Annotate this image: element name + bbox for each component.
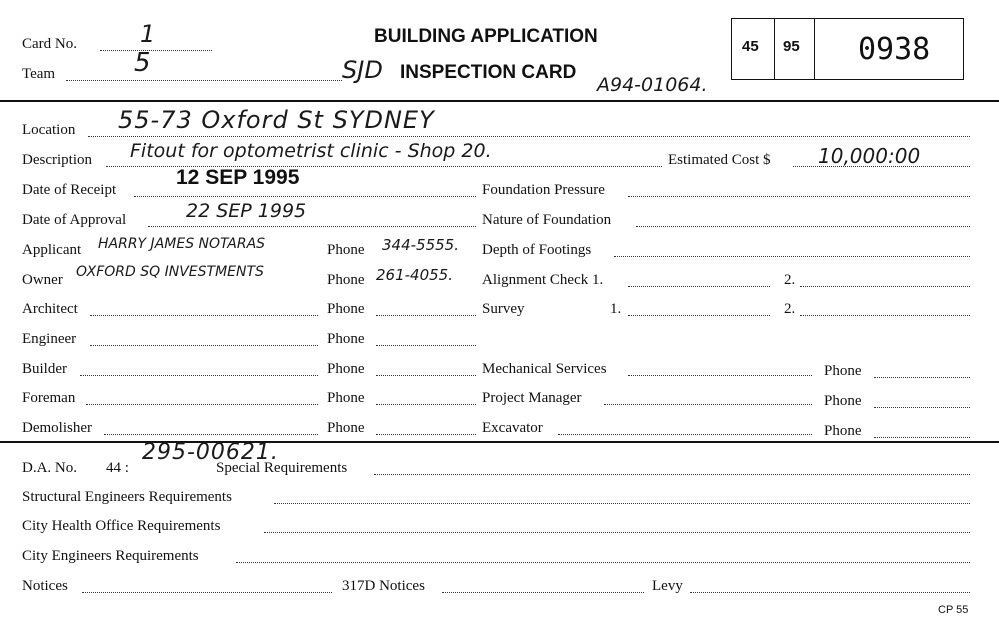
engineer-label: Engineer [22,331,77,347]
applicant-phone-label: Phone [327,242,365,258]
applicant-phone-value: 344-5555. [382,236,459,254]
project-manager-phone-label: Phone [824,393,862,409]
date-receipt-stamp: 12 SEP 1995 [176,166,300,189]
foreman-label: Foreman [22,390,76,406]
architect-line [90,315,318,316]
application-reference: A94-01064. [597,74,708,96]
location-value: 55-73 Oxford St SYDNEY [118,106,435,134]
nature-foundation-label: Nature of Foundation [482,212,612,228]
card-no-line [100,50,212,51]
date-approval-line [148,226,476,227]
structural-requirements-line [274,503,970,504]
box-cell-1: 45 [742,38,759,55]
card-no-value: 1 [140,20,156,48]
city-engineers-requirements-label: City Engineers Requirements [22,548,199,564]
notices-line [82,592,332,593]
architect-phone-line [376,315,476,316]
date-approval-label: Date of Approval [22,212,127,228]
inspector-initials: SJD [342,56,383,84]
notices-317d-label: 317D Notices [342,578,425,594]
architect-phone-label: Phone [327,301,365,317]
builder-phone-line [376,375,476,376]
engineer-phone-line [376,345,476,346]
estimated-cost-label: Estimated Cost $ [668,152,771,168]
project-manager-line [604,404,812,405]
alignment-check-2-label: 2. [784,272,796,288]
location-label: Location [22,122,76,138]
foreman-phone-line [376,404,476,405]
excavator-label: Excavator [482,420,543,436]
mechanical-services-label: Mechanical Services [482,361,607,377]
card-no-label: Card No. [22,36,77,52]
team-line [66,80,342,81]
demolisher-phone-label: Phone [327,420,365,436]
box-divider-1 [774,18,775,79]
form-title-line1: BUILDING APPLICATION [374,26,598,47]
levy-label: Levy [652,578,683,594]
health-requirements-label: City Health Office Requirements [22,518,221,534]
builder-line [80,375,318,376]
project-manager-label: Project Manager [482,390,582,406]
notices-317d-line [442,592,644,593]
demolisher-label: Demolisher [22,420,92,436]
date-receipt-line [134,196,476,197]
location-line [88,136,970,137]
demolisher-phone-line [376,434,476,435]
form-code: CP 55 [938,604,969,616]
date-receipt-label: Date of Receipt [22,182,117,198]
excavator-line [558,434,812,435]
survey-1-label: 1. [610,301,622,317]
notices-label: Notices [22,578,68,594]
foreman-line [86,404,318,405]
alignment-check-1-line [628,286,770,287]
description-value: Fitout for optometrist clinic - Shop 20. [130,140,492,162]
applicant-label: Applicant [22,242,82,258]
applicant-value: HARRY JAMES NOTARAS [98,236,266,252]
foundation-pressure-line [628,196,970,197]
form-title-line2: INSPECTION CARD [400,62,577,83]
survey-2-line [800,315,970,316]
depth-footings-line [614,256,970,257]
excavator-phone-line [874,437,970,438]
foundation-pressure-label: Foundation Pressure [482,182,605,198]
header-divider [0,100,999,102]
owner-phone-value: 261-4055. [376,266,453,284]
description-label: Description [22,152,92,168]
builder-label: Builder [22,361,67,377]
structural-requirements-label: Structural Engineers Requirements [22,489,232,505]
depth-footings-label: Depth of Footings [482,242,592,258]
engineer-line [90,345,318,346]
estimated-cost-value: 10,000:00 [818,144,921,168]
city-engineers-requirements-line [236,562,970,563]
architect-label: Architect [22,301,78,317]
box-divider-2 [814,18,815,79]
health-requirements-line [264,532,970,533]
team-label: Team [22,66,56,82]
survey-2-label: 2. [784,301,796,317]
builder-phone-label: Phone [327,361,365,377]
excavator-phone-label: Phone [824,423,862,439]
date-approval-value: 22 SEP 1995 [186,200,307,222]
survey-1-line [628,315,770,316]
demolisher-line [104,434,318,435]
team-value: 5 [134,48,151,78]
foreman-phone-label: Phone [327,390,365,406]
owner-label: Owner [22,272,63,288]
mechanical-phone-line [874,377,970,378]
mechanical-phone-label: Phone [824,363,862,379]
special-requirements-line [374,474,970,475]
project-manager-phone-line [874,407,970,408]
card-serial-number: 0938 [858,32,931,67]
alignment-check-2-line [800,286,970,287]
levy-line [690,592,970,593]
engineer-phone-label: Phone [327,331,365,347]
da-number-value: 295-00621. [142,440,279,465]
owner-phone-label: Phone [327,272,365,288]
special-requirements-label: Special Requirements [216,460,348,476]
box-cell-2: 95 [783,38,800,55]
mechanical-services-line [628,375,812,376]
survey-label: Survey [482,301,525,317]
da-no-label: D.A. No. [22,460,77,476]
alignment-check-label: Alignment Check 1. [482,272,604,288]
da-prefix: 44 : [106,460,129,476]
owner-value: OXFORD SQ INVESTMENTS [76,264,264,280]
nature-foundation-line [636,226,970,227]
